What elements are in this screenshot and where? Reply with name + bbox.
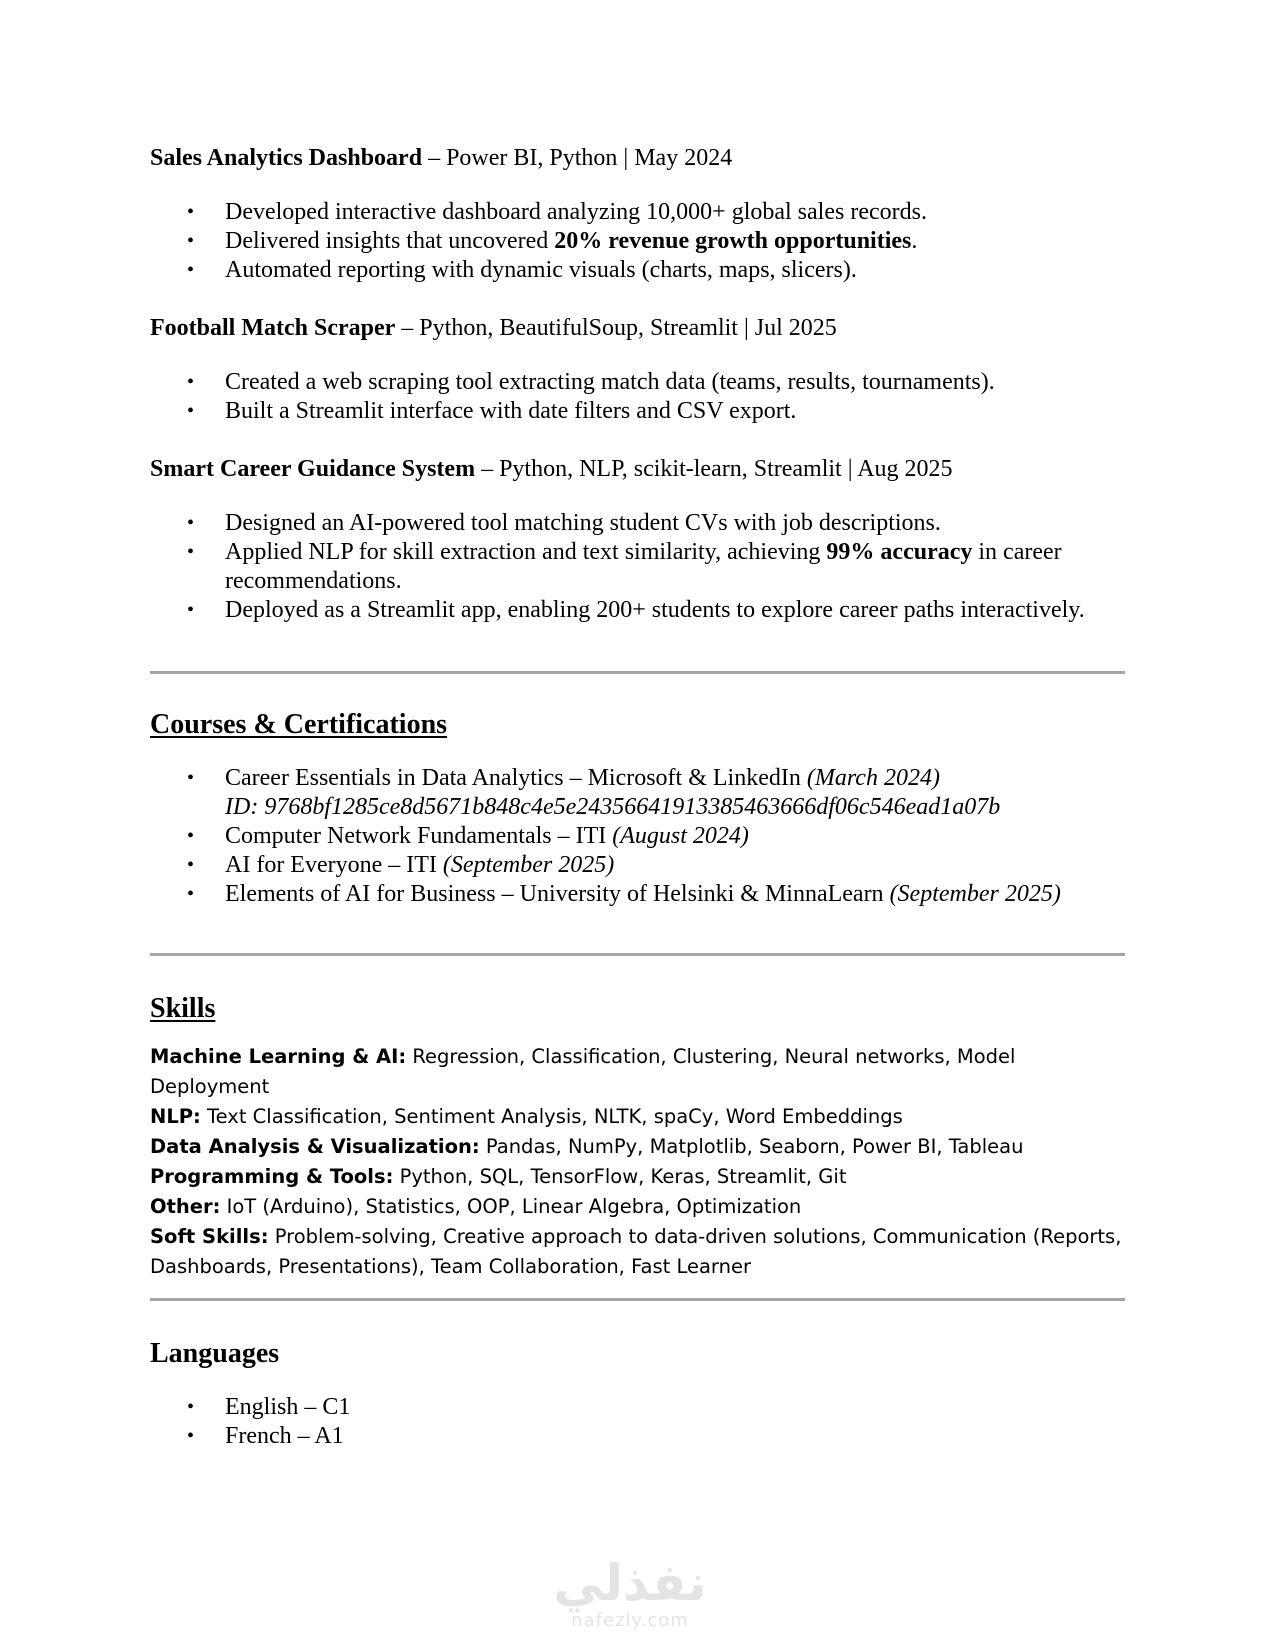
project-details: – Power BI, Python | May 2024 [422, 145, 733, 171]
project-bullets [150, 198, 1130, 285]
skills-row: Machine Learning & AI: Regression, Classification, Clustering, Neural networks, Model Deployment [150, 1045, 1016, 1098]
watermark-latin: nafezly.com [571, 1610, 689, 1631]
list-item: • Elements of AI for Business – University of Helsinki & MinnaLearn (September 2025) [150, 880, 1130, 909]
skills-row: Soft Skills: Problem-solving, Creative approach to data-driven solutions, Communication (Reports, Dashboards, Presentations), Team Collaboration, Fast Learner [150, 1225, 1122, 1278]
courses-heading: Courses & Certifications [150, 709, 448, 740]
list-item: • English – C1 [150, 1393, 1130, 1422]
list-item: • Developed interactive dashboard analyzing 10,000+ global sales records. [150, 198, 1130, 227]
skills-row: NLP: Text Classification, Sentiment Analysis, NLTK, spaCy, Word Embeddings [150, 1105, 903, 1128]
list-item: • Created a web scraping tool extracting match data (teams, results, tournaments). [150, 368, 1130, 397]
languages-heading: Languages [150, 1338, 280, 1369]
project-details: – Python, BeautifulSoup, Streamlit | Jul 2025 [395, 315, 837, 341]
project-bullets [150, 368, 1130, 426]
project-bullets [150, 509, 1130, 625]
project-title [150, 454, 1130, 484]
project-title [150, 143, 1130, 173]
list-item: • Deployed as a Streamlit app, enabling 200+ students to explore career paths interactively. [150, 596, 1130, 625]
list-item: • Delivered insights that uncovered 20% revenue growth opportunities. [150, 227, 1130, 256]
resume-page [150, 143, 1130, 1451]
watermark-arabic: نفذلي [553, 1554, 707, 1612]
languages-list [150, 1393, 1130, 1451]
project-details: – Python, NLP, scikit-learn, Streamlit | Aug 2025 [475, 456, 953, 482]
list-item: • French – A1 [150, 1422, 1130, 1451]
project-name: Football Match Scraper [150, 315, 396, 341]
skills-row: Programming & Tools: Python, SQL, TensorFlow, Keras, Streamlit, Git [150, 1165, 847, 1188]
list-item: • Designed an AI-powered tool matching student CVs with job descriptions. [150, 509, 1130, 538]
skills-row: Data Analysis & Visualization: Pandas, NumPy, Matplotlib, Seaborn, Power BI, Tableau [150, 1135, 1024, 1158]
project-title [150, 313, 1130, 343]
skills-row: Other: IoT (Arduino), Statistics, OOP, Linear Algebra, Optimization [150, 1195, 802, 1218]
list-item: • Automated reporting with dynamic visuals (charts, maps, slicers). [150, 256, 1130, 285]
project-name: Sales Analytics Dashboard [150, 145, 423, 171]
list-item: • Career Essentials in Data Analytics – Microsoft & LinkedIn (March 2024) ID: 9768bf1285ce8d5671b848c4e5e24356641913385463666df06c546ead1a07b [150, 764, 1130, 822]
list-item: • Applied NLP for skill extraction and text similarity, achieving 99% accuracy in career recommendations. [150, 538, 1130, 596]
certificate-id: ID: 9768bf1285ce8d5671b848c4e5e24356641913385463666df06c546ead1a07b [225, 794, 1001, 820]
watermark-logo [540, 1555, 720, 1631]
list-item: • AI for Everyone – ITI (September 2025) [150, 851, 1130, 880]
list-item: • Built a Streamlit interface with date filters and CSV export. [150, 397, 1130, 426]
skills-heading: Skills [150, 993, 216, 1024]
skills-block [150, 1042, 1130, 1282]
list-item: • Computer Network Fundamentals – ITI (August 2024) [150, 822, 1130, 851]
courses-list [150, 764, 1130, 909]
project-name: Smart Career Guidance System [150, 456, 476, 482]
